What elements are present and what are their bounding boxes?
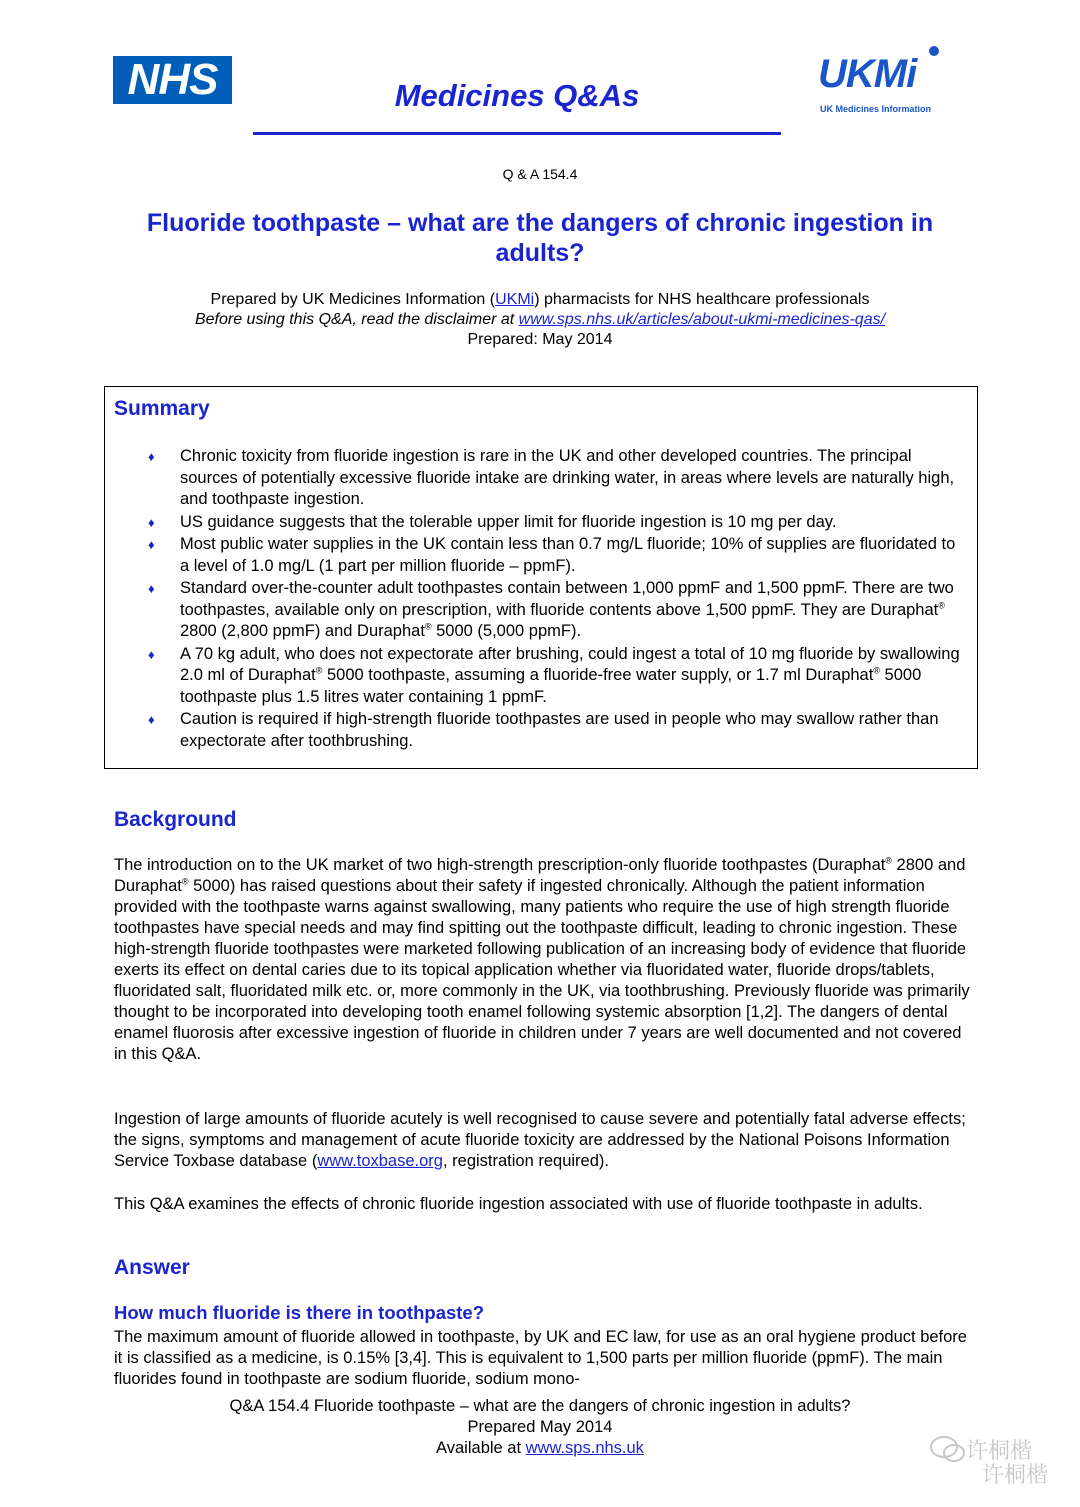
ukmi-link[interactable]: UKMi <box>495 291 535 308</box>
summary-item-text: 5000 toothpaste plus 1.5 litres water containing 1 ppmF. <box>180 666 922 706</box>
document-title-line2: adults? <box>495 239 585 267</box>
qa-id: Q & A 154.4 <box>502 166 578 182</box>
summary-heading: Summary <box>114 397 210 420</box>
answer-subheading: How much fluoride is there in toothpaste? <box>114 1302 485 1323</box>
disclaimer-link[interactable]: www.sps.nhs.uk/articles/about-ukmi-medicines-qas/ <box>518 311 886 328</box>
ukmi-logo-text: UKMi <box>818 52 917 96</box>
sps-link[interactable]: www.sps.nhs.uk <box>525 1439 644 1457</box>
registered-mark: ® <box>885 855 892 866</box>
background-paragraph-3: This Q&A examines the effects of chronic fluoride ingestion associated with use of fluoride toothpaste in adults. <box>114 1195 923 1213</box>
ukmi-logo-dot <box>929 46 939 56</box>
summary-item-text: US guidance suggests that the tolerable upper limit for fluoride ingestion is 10 mg per day. <box>180 512 837 531</box>
watermark-text: 许桐楷 <box>982 1462 1049 1487</box>
summary-item-text: 5000 (5,000 ppmF). <box>431 622 582 640</box>
document-title <box>110 208 970 268</box>
para-text: , registration required). <box>442 1152 609 1170</box>
summary-item <box>148 644 968 709</box>
prepared-info <box>0 290 1080 350</box>
summary-item-text: Standard over-the-counter adult toothpastes contain between 1,000 ppmF and 1,500 ppmF. There are two toothpastes, available only on prescription, with fluoride contents above 1,500 ppmF. They are Duraphat <box>180 579 954 619</box>
summary-item-text: Chronic toxicity from fluoride ingestion is rare in the UK and other developed countries. The principal sources of potentially excessive fluoride intake are drinking water, in areas where levels are naturally high, and toothpaste ingestion. <box>180 447 955 508</box>
summary-item-text: A 70 kg adult, who does not expectorate after brushing, could ingest a total of 10 mg fluoride by swallowing 2.0 ml of Duraphat <box>180 644 960 684</box>
summary-item <box>148 512 968 534</box>
summary-list <box>148 446 968 753</box>
registered-mark: ® <box>873 665 880 676</box>
prepared-date: Prepared: May 2014 <box>467 331 613 348</box>
summary-item-text: 2800 (2,800 ppmF) and Duraphat <box>180 622 425 640</box>
prepared-line2 <box>0 310 1080 330</box>
prepared-text-b: ) pharmacists for NHS healthcare professionals <box>534 291 870 308</box>
answer-paragraph-1: The maximum amount of fluoride allowed in toothpaste, by UK and EC law, for use as an oral hygiene product before it is classified as a medicine, is 0.15% [3,4]. This is equivalent to 1,500 parts per million fluoride (ppmF). The main fluorides found in toothpaste are sodium fluoride, sodium mono- <box>114 1328 967 1388</box>
header-title: Medicines Q&As <box>394 78 640 113</box>
toxbase-link[interactable]: www.toxbase.org <box>317 1152 443 1170</box>
registered-mark: ® <box>315 665 323 676</box>
summary-item <box>148 534 968 577</box>
diamond-bullet-icon: ♦ <box>148 449 155 464</box>
footer-line2: Prepared May 2014 <box>467 1418 613 1436</box>
para-text: 5000) has raised questions about their safety if ingested chronically. Although the patient information provided with the toothpaste warns against swallowing, many patients who require the use of high strength fluoride toothpastes have special needs and may find spitting out the toothpaste difficult, leading to chronic ingestion. These high-strength fluoride toothpastes were marketed following publication of an increasing body of evidence that fluoride exerts its effect on dental caries due to its topical application whether via fluoridated water, fluoride drops/tablets, fluoridated salt, fluoridated milk etc. or, more commonly in the UK, via toothbrushing. Previously fluoride was primarily thought to be incorporated into developing tooth enamel following systemic absorption [1,2]. The dangers of dental enamel fluorosis after excessive ingestion of fluoride in children under 7 years are well documented and not covered in this Q&A. <box>114 877 970 1063</box>
disclaimer-text: Before using this Q&A, read the disclaimer at <box>194 311 519 328</box>
chat-icon <box>928 1434 968 1464</box>
nhs-logo: NHS <box>113 56 232 104</box>
summary-item <box>148 446 968 511</box>
summary-item-text: 5000 toothpaste, assuming a fluoride-free water supply, or 1.7 ml Duraphat <box>322 666 874 684</box>
page-footer <box>0 1396 1080 1459</box>
diamond-bullet-icon: ♦ <box>148 514 155 530</box>
prepared-line1 <box>0 290 1080 310</box>
summary-item-text: Most public water supplies in the UK contain less than 0.7 mg/L fluoride; 10% of supplies are fluoridated to a level of 1.0 mg/L (1 part per million fluoride – ppmF). <box>180 535 956 575</box>
diamond-bullet-icon: ♦ <box>148 537 155 552</box>
ukmi-logo-subtitle: UK Medicines Information <box>820 104 932 114</box>
document-title-line1: Fluoride toothpaste – what are the dangers of chronic ingestion in <box>146 209 934 237</box>
summary-item <box>148 578 968 643</box>
ukmi-logo <box>812 44 952 124</box>
registered-mark: ® <box>424 621 432 632</box>
para-text: Ingestion of large amounts of fluoride acutely is well recognised to cause severe and potentially fatal adverse effects; the signs, symptoms and management of acute fluoride toxicity are addressed by the National Poisons Information Service Toxbase database ( <box>114 1110 966 1170</box>
background-paragraph-2 <box>114 1109 970 1172</box>
footer-line1: Q&A 154.4 Fluoride toothpaste – what are the dangers of chronic ingestion in adults? <box>229 1397 851 1415</box>
answer-heading: Answer <box>114 1256 190 1279</box>
prepared-text-a: Prepared by UK Medicines Information ( <box>210 291 496 308</box>
para-text: The introduction on to the UK market of two high-strength prescription-only fluoride toothpastes (Duraphat <box>114 856 886 874</box>
watermark <box>920 1412 1070 1492</box>
registered-mark: ® <box>938 600 945 610</box>
diamond-bullet-icon: ♦ <box>148 712 155 727</box>
footer-text: Available at <box>436 1439 526 1457</box>
para-text: 2800 and Duraphat <box>114 856 966 895</box>
diamond-bullet-icon: ♦ <box>148 581 155 596</box>
background-heading: Background <box>114 808 237 831</box>
registered-mark: ® <box>181 876 189 887</box>
header-rule <box>253 132 781 135</box>
footer-line3 <box>0 1438 1080 1459</box>
summary-item <box>148 709 968 752</box>
diamond-bullet-icon: ♦ <box>148 646 155 662</box>
background-paragraph-1 <box>114 855 970 1065</box>
watermark-text: 许桐楷 <box>966 1438 1033 1463</box>
summary-item-text: Caution is required if high-strength fluoride toothpastes are used in people who may swallow rather than expectorate after toothbrushing. <box>180 710 939 750</box>
